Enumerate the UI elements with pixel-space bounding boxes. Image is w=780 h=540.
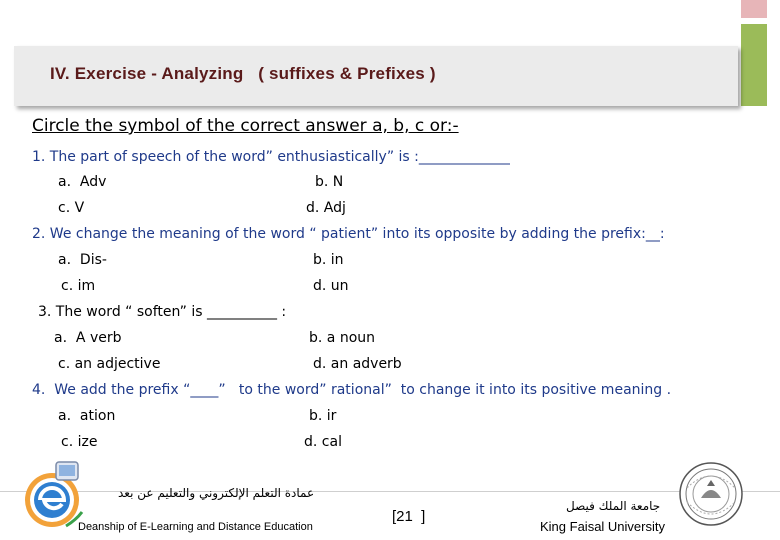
question-2-option-d[interactable]: d. un — [313, 278, 349, 294]
page-number: [21 ] — [392, 508, 426, 525]
page-title: IV. Exercise - Analyzing ( suffixes & Prefixes ) — [50, 64, 436, 83]
question-2-stem: 2. We change the meaning of the word “ patient” into its opposite by adding the prefix:__: — [32, 226, 665, 242]
question-4-stem: 4. We add the prefix “____” to the word” rational” to change it into its positive meaning . — [32, 382, 672, 398]
question-3-option-c[interactable]: c. an adjective — [58, 356, 161, 372]
university-english-name: King Faisal University — [540, 519, 665, 534]
question-4-option-d[interactable]: d. cal — [304, 434, 342, 450]
question-1-option-b[interactable]: b. N — [315, 174, 344, 190]
question-1-option-a[interactable]: a. Adv — [58, 174, 107, 190]
university-arabic-name: جامعة الملك فيصل — [566, 499, 661, 513]
question-3-option-b[interactable]: b. a noun — [309, 330, 376, 346]
question-1-option-d[interactable]: d. Adj — [306, 200, 346, 216]
question-4-option-c[interactable]: c. ize — [61, 434, 98, 450]
question-3-option-a[interactable]: a. A verb — [54, 330, 122, 346]
question-4-option-a[interactable]: a. ation — [58, 408, 116, 424]
question-2-option-b[interactable]: b. in — [313, 252, 344, 268]
question-2-option-c[interactable]: c. im — [61, 278, 96, 294]
question-3-option-d[interactable]: d. an adverb — [313, 356, 402, 372]
instruction-text: Circle the symbol of the correct answer a, b, c or:- — [32, 116, 459, 136]
question-2-option-a[interactable]: a. Dis- — [58, 252, 107, 268]
elearning-logo-icon — [22, 456, 84, 532]
decorative-pink-bar — [741, 0, 767, 18]
question-1-stem: 1. The part of speech of the word” enthusiastically” is :_____________ — [32, 149, 510, 165]
question-3-stem: 3. The word “ soften” is __________ : — [38, 304, 287, 320]
university-seal-icon — [677, 458, 745, 530]
deanship-arabic-name: عمادة التعلم الإلكتروني والتعليم عن بعد — [118, 486, 315, 500]
decorative-green-bar — [741, 24, 767, 106]
title-band — [14, 46, 738, 106]
question-1-option-c[interactable]: c. V — [58, 200, 85, 216]
deanship-english-name: Deanship of E-Learning and Distance Education — [78, 521, 313, 533]
question-4-option-b[interactable]: b. ir — [309, 408, 337, 424]
footer-divider — [0, 491, 780, 492]
